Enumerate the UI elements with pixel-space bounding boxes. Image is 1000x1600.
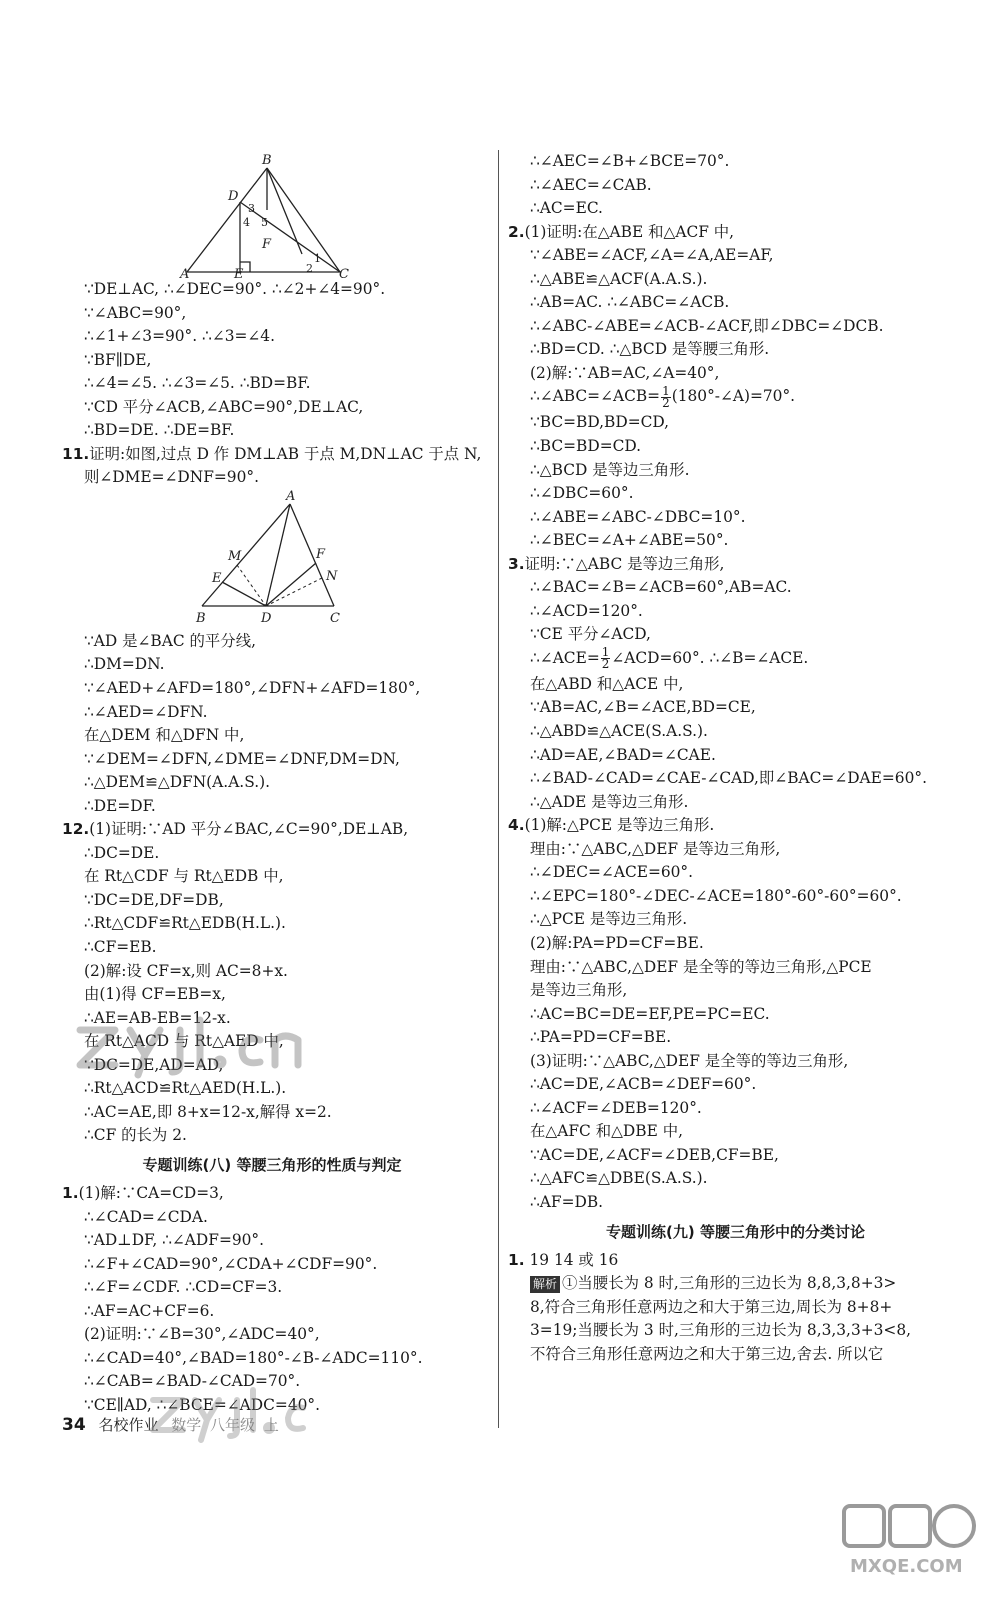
- proof-line: ∴AE=AB-EB=12-x.: [84, 1008, 231, 1027]
- fig1-label-f: F: [262, 237, 272, 252]
- proof-line: ∴△DEM≌△DFN(A.A.S.).: [84, 773, 270, 792]
- proof-line: ∴△PCE 是等边三角形.: [530, 910, 688, 929]
- proof-line: ∴∠4=∠5. ∴∠3=∠5. ∴BD=BF.: [84, 374, 311, 393]
- proof-line: ∴∠ACD=120°.: [530, 601, 643, 620]
- fig2-label-b: B: [196, 610, 206, 626]
- fraction: [601, 647, 611, 670]
- proof-line: ∴∠F+∠CAD=90°,∠CDA+∠CDF=90°.: [84, 1254, 378, 1273]
- figure-triangle-bisector: [62, 490, 482, 630]
- fig1-label-b: B: [262, 153, 272, 168]
- proof-line: ∵∠ABE=∠ACF,∠A=∠A,AE=AF,: [530, 246, 774, 265]
- s9-q1-number: 1.: [508, 1250, 525, 1269]
- proof-line: ∴DC=DE.: [84, 843, 160, 862]
- fraction: [661, 383, 671, 410]
- proof-line: ∴△ABE≌△ACF(A.A.S.).: [530, 269, 708, 288]
- proof-line: ∴∠AEC=∠CAB.: [530, 175, 652, 194]
- proof-line: ∴∠BAD-∠CAD=∠CAE-∠CAD,即∠BAC=∠DAE=60°.: [530, 769, 927, 788]
- fig1-angle-1: 1: [314, 252, 321, 265]
- proof-line: ∴∠1+∠3=90°. ∴∠3=∠4.: [84, 327, 275, 346]
- fig1-angle-5: 5: [261, 216, 268, 229]
- s9-q1-answer-text: 19 14 或 16: [529, 1250, 619, 1269]
- s9-q1-answer: [508, 1249, 963, 1273]
- q12-head: [62, 818, 482, 842]
- proof-line: ∵CE 平分∠ACD,: [530, 625, 651, 644]
- proof-line: ∴∠BEC=∠A+∠ABE=50°.: [530, 531, 729, 550]
- proof-line: ∴DM=DN.: [84, 655, 165, 674]
- proof-line: 在△ABD 和△ACE 中,: [530, 674, 684, 693]
- fraction-denominator: 2: [662, 395, 670, 410]
- proof-line: 在 Rt△ACD 与 Rt△AED 中,: [84, 1032, 284, 1051]
- proof-line: 在△AFC 和△DBE 中,: [530, 1122, 683, 1141]
- corner-watermark-logo: [840, 1500, 980, 1580]
- svg-text:MXQE.COM: MXQE.COM: [850, 1556, 963, 1577]
- proof-line: ∴∠CAD=∠CDA.: [84, 1207, 208, 1226]
- q11-number: 11.: [62, 444, 90, 463]
- right-column: [508, 150, 963, 1366]
- proof-line: ∴∠BAC=∠B=∠ACB=60°,AB=AC.: [530, 578, 792, 597]
- fig2-label-c: C: [330, 610, 340, 626]
- fig2-label-d: D: [261, 610, 272, 626]
- footer-grade: 八年级: [210, 1416, 256, 1434]
- proof-line: ∵BC=BD,BD=CD,: [530, 413, 670, 432]
- page-number: 34: [62, 1415, 86, 1435]
- footer-term: 上: [263, 1416, 279, 1434]
- figure-triangle-abc: [62, 150, 482, 278]
- fig1-label-d: D: [228, 189, 239, 204]
- s9-q1: [508, 1249, 963, 1367]
- proof-line: ∴AC=AE,即 8+x=12-x,解得 x=2.: [84, 1102, 332, 1121]
- proof-line: (2)解:设 CF=x,则 AC=8+x.: [84, 961, 288, 980]
- proof-line: 是等边三角形,: [530, 981, 628, 1000]
- proof-line: ∴△AFC≌△DBE(S.A.S.).: [530, 1169, 708, 1188]
- proof-line: ∴∠DBC=60°.: [530, 484, 634, 503]
- fig2-label-n: N: [326, 568, 338, 584]
- r-q3-head: [508, 553, 963, 577]
- analysis-line: [508, 1272, 963, 1296]
- proof-line: ∵∠ABC=90°,: [84, 303, 187, 322]
- r-q3-number: 3.: [508, 554, 525, 573]
- proof-line: ∴△BCD 是等边三角形.: [530, 460, 690, 479]
- analysis-badge: 解析: [530, 1276, 560, 1293]
- fig2-label-f: F: [316, 546, 326, 562]
- proof-line: ∴∠EPC=180°-∠DEC-∠ACE=180°-60°-60°=60°.: [530, 886, 902, 905]
- q11-head-text: 证明:如图,过点 D 作 DM⊥AB 于点 M,DN⊥AC 于点 N,: [89, 444, 482, 463]
- r-q2-head-text: (1)证明:在△ABE 和△ACF 中,: [524, 222, 735, 241]
- analysis-text: ①当腰长为 8 时,三角形的三边长为 8,8,3,8+3>: [562, 1274, 897, 1293]
- fig1-label-c: C: [339, 267, 349, 278]
- proof-line: (2)解:PA=PD=CF=BE.: [530, 933, 704, 952]
- proof-line: ∴∠ABE=∠ABC-∠DBC=10°.: [530, 507, 746, 526]
- q12-number: 12.: [62, 820, 90, 839]
- proof-line: ∴∠CAD=40°,∠BAD=180°-∠B-∠ADC=110°.: [84, 1348, 423, 1367]
- section-9-title: 专题训练(九) 等腰三角形中的分类讨论: [606, 1222, 865, 1241]
- proof-line: ∴△ADE 是等边三角形.: [530, 792, 689, 811]
- proof-line: ∴△ABD≌△ACE(S.A.S.).: [530, 722, 708, 741]
- proof-line: ∵AC=DE,∠ACF=∠DEB,CF=BE,: [530, 1145, 779, 1164]
- r-q4-head: [508, 814, 963, 838]
- r-q4-head-text: (1)解:△PCE 是等边三角形.: [524, 816, 715, 835]
- analysis-line: 不符合三角形任意两边之和大于第三边,舍去. 所以它: [530, 1344, 884, 1363]
- proof-line: ∴AD=AE,∠BAD=∠CAE.: [530, 745, 716, 764]
- proof-line: ∴AB=AC. ∴∠ABC=∠ACB.: [530, 293, 730, 312]
- fraction-numerator: 1: [601, 645, 610, 660]
- q11-head: [62, 443, 482, 467]
- proof-line: (3)证明:∵△ABC,△DEF 是全等的等边三角形,: [530, 1051, 849, 1070]
- section-8-title: 专题训练(八) 等腰三角形的性质与判定: [142, 1155, 402, 1174]
- r-q2-number: 2.: [508, 222, 525, 241]
- proof-line: ∵AD 是∠BAC 的平分线,: [84, 631, 256, 650]
- proof-line: 理由:∵△ABC,△DEF 是等边三角形,: [530, 839, 781, 858]
- r-q3: [508, 553, 963, 814]
- proof-line: ∴Rt△CDF≌Rt△EDB(H.L.).: [84, 914, 286, 933]
- fig2-label-m: M: [228, 548, 242, 564]
- proof-line-fraction: [508, 385, 963, 411]
- proof-line: (2)证明:∵∠B=30°,∠ADC=40°,: [84, 1325, 320, 1344]
- s8-q1-head: [62, 1182, 482, 1206]
- proof-line: ∴PA=PD=CF=BE.: [530, 1028, 672, 1047]
- proof-line: ∵CE∥AD, ∴∠BCE=∠ADC=40°.: [84, 1395, 320, 1414]
- proof-line: ∵CD 平分∠ACB,∠ABC=90°,DE⊥AC,: [84, 397, 364, 416]
- fig1-angle-4: 4: [243, 216, 250, 229]
- q11: [62, 443, 482, 818]
- q12: [62, 818, 482, 1148]
- proof-line: 则∠DME=∠DNF=90°.: [84, 468, 259, 487]
- proof-line: ∴∠F=∠CDF. ∴CD=CF=3.: [84, 1278, 283, 1297]
- proof-line: ∵DC=DE,DF=DB,: [84, 890, 224, 909]
- proof-line: 在 Rt△CDF 与 Rt△EDB 中,: [84, 867, 284, 886]
- proof-line-fraction: [508, 647, 963, 673]
- fraction-prefix: ∴∠ABC=∠ACB=: [530, 387, 661, 406]
- column-divider: [498, 150, 499, 1428]
- proof-line: 由(1)得 CF=EB=x,: [84, 985, 226, 1004]
- footer-subject: 数学: [171, 1416, 202, 1434]
- analysis-line: 3=19;当腰长为 3 时,三角形的三边长为 8,3,3,3+3<8,: [530, 1321, 912, 1340]
- proof-line: ∵BF∥DE,: [84, 350, 152, 369]
- footer-book-title: 名校作业: [98, 1416, 159, 1434]
- proof-line: ∴CF 的长为 2.: [84, 1126, 187, 1145]
- proof-line: ∴∠ABC-∠ABE=∠ACB-∠ACF,即∠DBC=∠DCB.: [530, 316, 884, 335]
- r-q3-head-text: 证明:∵△ABC 是等边三角形,: [524, 554, 725, 573]
- proof-line: ∴AC=DE,∠ACB=∠DEF=60°.: [530, 1075, 757, 1094]
- proof-line: ∵∠DEM=∠DFN,∠DME=∠DNF,DM=DN,: [84, 749, 400, 768]
- proof-line: ∴∠DEC=∠ACE=60°.: [530, 863, 694, 882]
- proof-line: ∴CF=EB.: [84, 938, 157, 957]
- proof-line: ∵DE⊥AC, ∴∠DEC=90°. ∴∠2+∠4=90°.: [84, 280, 386, 298]
- proof-line: ∵AB=AC,∠B=∠ACE,BD=CE,: [530, 698, 756, 717]
- q12-head-text: (1)证明:∵AD 平分∠BAC,∠C=90°,DE⊥AB,: [89, 820, 409, 839]
- proof-line: ∴AF=AC+CF=6.: [84, 1301, 215, 1320]
- fraction-prefix: ∴∠ACE=: [530, 648, 600, 667]
- proof-line: 理由:∵△ABC,△DEF 是全等的等边三角形,△PCE: [530, 957, 872, 976]
- proof-line: ∴∠CAB=∠BAD-∠CAD=70°.: [84, 1372, 301, 1391]
- proof-line: ∵DC=DE,AD=AD,: [84, 1055, 224, 1074]
- proof-line: ∴Rt△ACD≌Rt△AED(H.L.).: [84, 1079, 287, 1098]
- fraction-numerator: 1: [662, 383, 670, 398]
- proof-line: ∴AC=EC.: [530, 199, 603, 218]
- fig1-label-e: E: [234, 267, 244, 278]
- proof-line: (2)解:∵AB=AC,∠A=40°,: [530, 363, 720, 382]
- r-q2: [508, 221, 963, 553]
- fig1-angle-2: 2: [306, 262, 313, 275]
- fraction-denominator: 2: [601, 657, 610, 672]
- proof-line: 在△DEM 和△DFN 中,: [84, 726, 245, 745]
- fraction-suffix: (180°-∠A)=70°.: [671, 387, 796, 406]
- watermark-logo: [70, 1010, 400, 1080]
- proof-line: ∵AD⊥DF, ∴∠ADF=90°.: [84, 1231, 265, 1250]
- proof-line: ∴∠AEC=∠B+∠BCE=70°.: [530, 152, 730, 170]
- fig2-label-a: A: [286, 489, 296, 504]
- fraction-suffix: ∠ACD=60°. ∴∠B=∠ACE.: [611, 648, 809, 667]
- fig1-angle-3: 3: [248, 202, 255, 215]
- s8-q1-head-text: (1)解:∵CA=CD=3,: [78, 1183, 224, 1202]
- fig2-label-e: E: [212, 570, 222, 586]
- proof-line: ∴AF=DB.: [530, 1192, 604, 1211]
- proof-line: ∵∠AED+∠AFD=180°,∠DFN+∠AFD=180°,: [84, 679, 421, 698]
- proof-line: ∴BC=BD=CD.: [530, 437, 642, 456]
- q10-proof: [62, 278, 482, 443]
- proof-line: ∴AC=BC=DE=EF,PE=PC=EC.: [530, 1004, 770, 1023]
- watermark-logo-footer: [145, 1378, 335, 1448]
- fig1-label-a: A: [180, 267, 190, 278]
- proof-line: ∴DE=DF.: [84, 796, 156, 815]
- proof-line: ∴∠AED=∠DFN.: [84, 702, 208, 721]
- r-q2-head: [508, 221, 963, 245]
- proof-line: ∴BD=DE. ∴DE=BF.: [84, 421, 235, 440]
- r-q4: [508, 814, 963, 1214]
- proof-line: ∴BD=CD. ∴△BCD 是等腰三角形.: [530, 340, 770, 359]
- left-column: [62, 150, 482, 1417]
- proof-line: ∴∠ACF=∠DEB=120°.: [530, 1098, 702, 1117]
- s8-q1-number: 1.: [62, 1183, 79, 1202]
- analysis-line: 8,符合三角形任意两边之和大于第三边,周长为 8+8+: [530, 1297, 893, 1316]
- r-q4-number: 4.: [508, 816, 525, 835]
